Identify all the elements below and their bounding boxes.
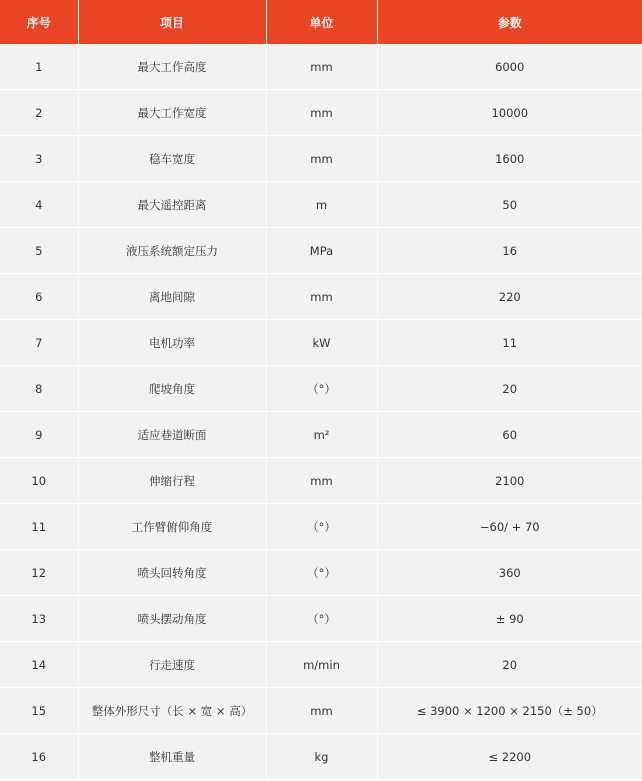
cell-index: 12 — [0, 550, 78, 596]
cell-value: 6000 — [377, 44, 642, 90]
cell-unit: mm — [266, 44, 377, 90]
cell-unit: mm — [266, 136, 377, 182]
cell-value: 10000 — [377, 90, 642, 136]
cell-value: ± 90 — [377, 596, 642, 642]
table-row — [0, 550, 642, 596]
cell-item: 液压系统额定压力 — [78, 228, 266, 274]
cell-value: ≤ 3900 × 1200 × 2150（± 50） — [377, 688, 642, 734]
cell-index: 14 — [0, 642, 78, 688]
cell-item: 整机重量 — [78, 734, 266, 780]
table-row — [0, 320, 642, 366]
cell-index: 6 — [0, 274, 78, 320]
cell-value: −60/ + 70 — [377, 504, 642, 550]
cell-unit: mm — [266, 688, 377, 734]
cell-unit: m/min — [266, 642, 377, 688]
cell-value: 60 — [377, 412, 642, 458]
cell-unit: MPa — [266, 228, 377, 274]
cell-unit: m — [266, 182, 377, 228]
table-row — [0, 688, 642, 734]
cell-item: 行走速度 — [78, 642, 266, 688]
cell-value: 20 — [377, 366, 642, 412]
cell-index: 16 — [0, 734, 78, 780]
table-row — [0, 182, 642, 228]
cell-item: 喷头回转角度 — [78, 550, 266, 596]
cell-value: 50 — [377, 182, 642, 228]
header-value: 参数 — [377, 0, 642, 44]
header-unit: 单位 — [266, 0, 377, 44]
cell-index: 15 — [0, 688, 78, 734]
table-row — [0, 44, 642, 90]
table-row — [0, 274, 642, 320]
header-item: 项目 — [78, 0, 266, 44]
table-row — [0, 734, 642, 780]
cell-value: 20 — [377, 642, 642, 688]
cell-unit: kW — [266, 320, 377, 366]
cell-unit: （°） — [266, 504, 377, 550]
table-row — [0, 504, 642, 550]
cell-unit: mm — [266, 274, 377, 320]
table-row — [0, 90, 642, 136]
cell-index: 10 — [0, 458, 78, 504]
cell-value: 2100 — [377, 458, 642, 504]
header-index: 序号 — [0, 0, 78, 44]
cell-item: 最大遥控距离 — [78, 182, 266, 228]
table-row — [0, 412, 642, 458]
table-row — [0, 596, 642, 642]
cell-unit: mm — [266, 90, 377, 136]
cell-item: 工作臂俯仰角度 — [78, 504, 266, 550]
cell-item: 电机功率 — [78, 320, 266, 366]
cell-item: 最大工作宽度 — [78, 90, 266, 136]
cell-item: 爬坡角度 — [78, 366, 266, 412]
cell-unit: kg — [266, 734, 377, 780]
cell-unit: （°） — [266, 550, 377, 596]
cell-item: 伸缩行程 — [78, 458, 266, 504]
cell-index: 3 — [0, 136, 78, 182]
cell-item: 适应巷道断面 — [78, 412, 266, 458]
cell-value: 16 — [377, 228, 642, 274]
cell-unit: mm — [266, 458, 377, 504]
cell-item: 喷头摆动角度 — [78, 596, 266, 642]
cell-index: 2 — [0, 90, 78, 136]
cell-index: 4 — [0, 182, 78, 228]
table-row — [0, 228, 642, 274]
cell-unit: m² — [266, 412, 377, 458]
table-row — [0, 458, 642, 504]
table-row — [0, 366, 642, 412]
table-row — [0, 642, 642, 688]
cell-index: 13 — [0, 596, 78, 642]
cell-value: ≤ 2200 — [377, 734, 642, 780]
cell-value: 220 — [377, 274, 642, 320]
table-header-row — [0, 0, 642, 44]
cell-index: 9 — [0, 412, 78, 458]
table-row — [0, 136, 642, 182]
cell-item: 稳车宽度 — [78, 136, 266, 182]
cell-index: 7 — [0, 320, 78, 366]
cell-item: 整体外形尺寸（长 × 宽 × 高） — [78, 688, 266, 734]
cell-item: 最大工作高度 — [78, 44, 266, 90]
cell-index: 11 — [0, 504, 78, 550]
cell-index: 1 — [0, 44, 78, 90]
cell-value: 360 — [377, 550, 642, 596]
cell-unit: （°） — [266, 596, 377, 642]
cell-index: 8 — [0, 366, 78, 412]
cell-item: 离地间隙 — [78, 274, 266, 320]
cell-unit: （°） — [266, 366, 377, 412]
cell-value: 1600 — [377, 136, 642, 182]
cell-index: 5 — [0, 228, 78, 274]
cell-value: 11 — [377, 320, 642, 366]
